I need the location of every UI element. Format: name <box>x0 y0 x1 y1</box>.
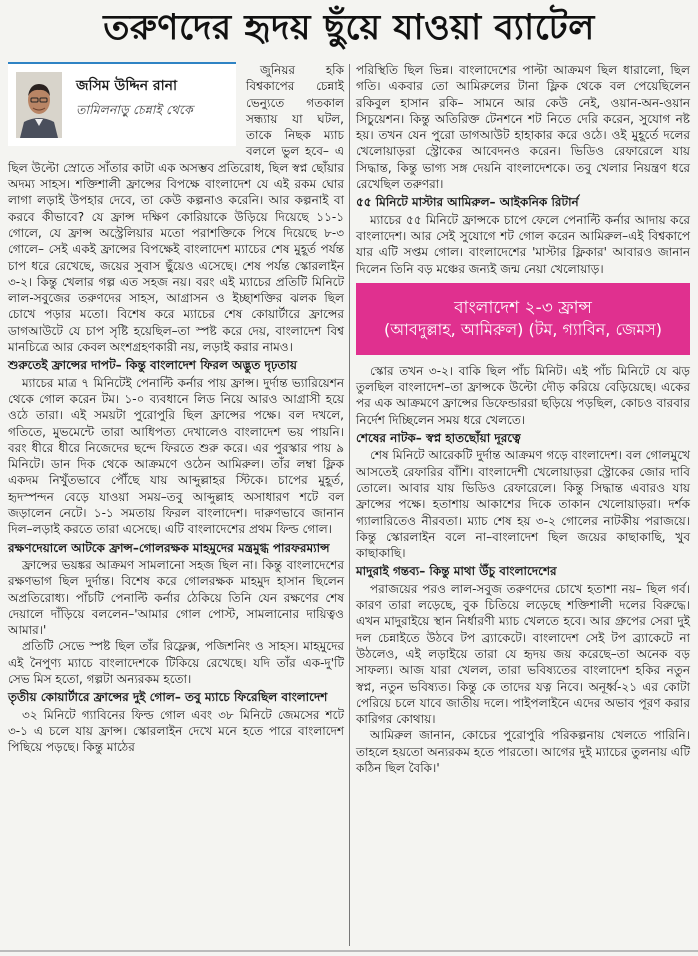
score-factbox <box>356 283 690 355</box>
factbox-scorers: (আবদুল্লাহ, আমিরুল) (টম, গ্যাবিন, জেমস) <box>384 319 662 339</box>
left-paragraph-4: প্রতিটি সেভে স্পষ্ট ছিল তাঁর রিফ্লেক্স, পজিশনিং ও সাহস। মাহমুদের এই নৈপুণ্য ম্যাচে বাংলাদেশকে টিকিয়ে রেখেছে। যদি তাঁর এক-দু'টি সেভ মিস হতো, গল্পটা অন্যরকম হতো। <box>8 639 344 686</box>
right-paragraph-2: ম্যাচের ৫৫ মিনিটে ফ্রান্সকে চাপে ফেলে পেনাল্টি কর্নার আদায় করে বাংলাদেশ। আর সেই সুযোগে শট গোল করেন আমিরুল–এই বিশ্বকাপে যার এটি সপ্তম গোল। বাংলাদেশের 'মাস্টার ফ্লিকার' আবারও জানান দিলেন তিনি বড় মঞ্চের জন্যই জন্ম নেয়া খেলোয়াড়। <box>356 212 690 276</box>
author-box <box>8 62 236 146</box>
left-paragraph-5: ৩২ মিনিটে গ্যাবিনের ফিল্ড গোল এবং ৩৮ মিনিটে জেমসের শটে ৩-১ এ চলে যায় ফ্রান্স। স্কোরলাইন দেখে মনে হতে পারে বাংলাদেশ পিছিয়ে পড়ছে। কিন্তু মাঠের <box>8 707 344 755</box>
right-subhead-2: শেষের নাটক– স্বপ্ন হাতছোঁয়া দূরত্বে <box>356 431 521 446</box>
left-column <box>8 62 344 755</box>
left-subhead-1: শুরুতেই ফ্রান্সের দাপট– কিন্তু বাংলাদেশ ফিরল অদ্ভুত দৃঢ়তায় <box>8 358 297 373</box>
right-subhead-3: মাদুরাই গন্তব্য– কিন্তু মাথা উঁচু বাংলাদেশের <box>356 564 557 579</box>
author-photo <box>16 72 62 138</box>
author-location: তামিলনাড়ু চেন্নাই থেকে <box>76 102 193 117</box>
right-subhead-1: ৫৫ মিনিটে মাস্টার আমিরুল– আইকনিক রিটার্ন <box>356 195 579 210</box>
left-paragraph-3: ফ্রান্সের ভয়ঙ্কর আক্রমণ সামলানো সহজ ছিল না। কিন্তু বাংলাদেশের রক্ষণভাগ ছিল দুর্দান্ত। বিশেষ করে গোলরক্ষক মাহমুদ হাসান ছিলেন অপ্রতিরোধ্য। পাঁচটি পেনাল্টি কর্নার ঠেকিয়ে তিনি যেন রক্ষণের শেষ দেয়ালে দাঁড়িয়ে বললেন–'আমার গোল পোস্ট, সামলানোর দায়িত্বও আমার।' <box>8 557 344 638</box>
right-column <box>356 62 690 776</box>
column-divider <box>349 64 350 946</box>
factbox-score: বাংলাদেশ ২-৩ ফ্রান্স <box>454 297 592 318</box>
right-paragraph-1: পরিস্থিতি ছিল ভিন্ন। বাংলাদেশের পাল্টা আক্রমণ ছিল ধারালো, ছিল গতি। একবার তো আমিরুলের টানা ফ্লিক থেকে বল পেয়েছিলেন রকিবুল হাসান রকি– সামনে আর কেউ নেই, ওয়ান-অন-ওয়ান সিচুয়েশন। কিন্তু অতিরিক্ত টেনশনে শট নিতে দেরি করেন, সুযোগ নষ্ট হয়। তখন যেন পুরো ডাগআউট হাহাকার করে ওঠে। ওই মুহূর্তে দলের খেলোয়াড়রা স্ট্রোকের আবেদনও করেন। ভিডিও রেফারেলে যায় সিদ্ধান্ত, কিন্তু ভাগ্য সঙ্গ দেয়নি বাংলাদেশকে। তবু খেলার নিয়ন্ত্রণ ধরে রেখেছিল তরুণরা। <box>356 63 690 192</box>
right-paragraph-6: আমিরুল জানান, কোচের পুরোপুরি পরিকল্পনায় খেলতে পারিনি। তাহলে হয়তো অন্যরকম হতে পারতো। আগের দুই ম্যাচের তুলনায় এটি কঠিন ছিল বৈকি।' <box>356 728 690 775</box>
bottom-rule <box>0 950 698 952</box>
author-name: জসিম উদ্দিন রানা <box>76 78 178 94</box>
left-paragraph-1: জুনিয়র হকি বিশ্বকাপের চেন্নাই ভেন্যুতে গতকাল সন্ধ্যায় যা ঘটল, তাকে নিছক ম্যাচ বললে ভুল হবে– এ ছিল উল্টো স্রোতে সাঁতার কাটা এক অসম্ভব প্রতিরোধ, ছিল স্বপ্ন ছোঁয়ার অদম্য সাহস। শক্তিশালী ফ্রান্সের বিপক্ষে বাংলাদেশ যে এই রকম ঘোর লাগা লড়াই উপহার দেবে, তা কেউ কল্পনাও করেনি। আর কল্পনাই বা করবে কীভাবে? যে ফ্রান্স দক্ষিণ কোরিয়াকে উড়িয়ে দিয়েছে ১১-১ গোলে, যে ফ্রান্স অস্ট্রেলিয়ার মতো পরাশক্তিকে পিষে দিয়েছে ৮-৩ গোলে– সেই একই ফ্রান্সের বিপক্ষেই বাংলাদেশ ম্যাচের শেষ মুহূর্ত পর্যন্ত চাপ ধরে রেখেছে, জয়ের সুবাস ছুঁয়েও এসেছে। শেষ পর্যন্ত স্কোরলাইন ৩-২। কিন্তু খেলার গল্প এত সহজ নয়। বরং এই ম্যাচের প্রতিটি মিনিটে লাল-সবুজের তরুণদের সাহস, আগ্রাসন ও ইচ্ছাশক্তির ঝলক ছিল চোখে পড়ার মতো। বিশেষ করে ম্যাচের শেষ কোয়ার্টারে ফ্রান্সের ডাগআউটে যে চাপ সৃষ্টি হয়েছিল–তা স্পষ্ট করে দেয়, বাংলাদেশ বিশ্ব মানচিত্রে আর কেবল অংশগ্রহণকারী নয়, লড়াই করার নামও। <box>8 63 344 355</box>
left-paragraph-2: ম্যাচের মাত্র ৭ মিনিটেই পেনাল্টি কর্নার পায় ফ্রান্স। দুর্দান্ত ভ্যারিয়েশন থেকে গোল করেন টম। ১-০ ব্যবধানে লিড নিয়ে আরও আগ্রাসী হয়ে ওঠে তারা। এই সময়টা পুরোপুরি ছিল ফ্রান্সের পক্ষে। বল দখলে, গতিতে, মুভমেন্টে তারা আধিপত্য দেখালেও বাংলাদেশ ভয় পায়নি। বরং ধীরে ধীরে নিজেদের ছন্দে ফিরতে শুরু করে। এর পুরস্কার পায় ৯ মিনিটে। ডান দিক থেকে আক্রমণে ওঠেন আমিরুল। তাঁর লম্বা ফ্লিক একদম নিখুঁতভাবে পৌঁছে যায় আব্দুল্লাহর স্টিকে। চাপের মুহূর্ত, হৃদস্পন্দন বেড়ে যাওয়া সময়–তবু আব্দুল্লাহ অসাধারণ শটে বল জড়ালেন নেটে। ১-১ সমতায় ফিরল বাংলাদেশ। দারুণভাবে জানান দিল–লড়াই করতে তারা এসেছে। এটি বাংলাদেশের প্রথম ফিল্ড গোল। <box>8 375 344 537</box>
left-subhead-3: তৃতীয় কোয়ার্টারে ফ্রান্সের দুই গোল– তবু ম্যাচে ফিরেছিল বাংলাদেশ <box>8 690 328 705</box>
left-subhead-2: রক্ষণদেয়ালে আটকে ফ্রান্স–গোলরক্ষক মাহমুদের মন্ত্রমুগ্ধ পারফরম্যান্স <box>8 540 330 555</box>
right-paragraph-3: স্কোর তখন ৩-২। বাকি ছিল পাঁচ মিনিট। এই পাঁচ মিনিটে যে ঝড় তুলছিল বাংলাদেশ–তা ফ্রান্সকে উল্টো দৌড় করিয়ে বেড়িয়েছে। একের পর এক আক্রমণে ফ্রান্সের ডিফেন্ডাররা ছড়িয়ে পড়ছিল, কোচও বারবার নির্দেশ দিচ্ছিলেন সময় ধরে খেলতে। <box>356 363 690 427</box>
headline: তরুণদের হৃদয় ছুঁয়ে যাওয়া ব্যাটেল <box>103 6 595 48</box>
right-paragraph-5: পরাজয়ের পরও লাল-সবুজ তরুণদের চোখে হতাশা নয়– ছিল গর্ব। কারণ তারা লড়েছে, বুক চিতিয়ে লড়েছে শক্তিশালী দলের বিরুদ্ধে। এখন মাদুরাইয়ে স্থান নির্ধারণী ম্যাচ খেলতে হবে। আর গ্রুপের সেরা দুই দল চেন্নাইতে উঠবে টপ ব্র্যাকেটে। বাংলাদেশ সেই টপ ব্র্যাকেটে না উঠলেও, এই লড়াইয়ে তারা যে হৃদয় জয় করেছে–তা অনেক বড় সাফল্য। আজ যারা খেলল, তারা ভবিষ্যতের বাংলাদেশ হকির নতুন স্বপ্ন, নতুন ভবিষ্যত। কিন্তু কে তাদের যত্ন নিবে। অনূর্ধ্ব-২১ এর কোটা পেরিয়ে চলে যাবে জাতীয় দলে। পাইপলাইনে এদের অভাব পূরণ করার কারিগর কোথায়। <box>356 581 690 727</box>
right-paragraph-4: শেষ মিনিটে আরেকটি দুর্দান্ত আক্রমণ গড়ে বাংলাদেশ। বল গোলমুখে আসতেই রেফারির বাঁশি। বাংলাদেশী খেলোয়াড়রা স্ট্রোকের জোর দাবি তোলে। আবার যায় ভিডিও রেফারেলে। কিন্তু সিদ্ধান্ত এবারও যায় ফ্রান্সের পক্ষে। হতাশায় আকাশের দিকে তাকান খেলোয়াড়রা। দর্শক গ্যালারিতেও নীরবতা। ম্যাচ শেষ হয় ৩-২ গোলের নাটকীয় পরাজয়ে। কিন্তু স্কোরলাইন বলে না–বাংলাদেশ ছিল জয়ের কাছাকাছি, খুব কাছাকাছি। <box>356 448 690 561</box>
